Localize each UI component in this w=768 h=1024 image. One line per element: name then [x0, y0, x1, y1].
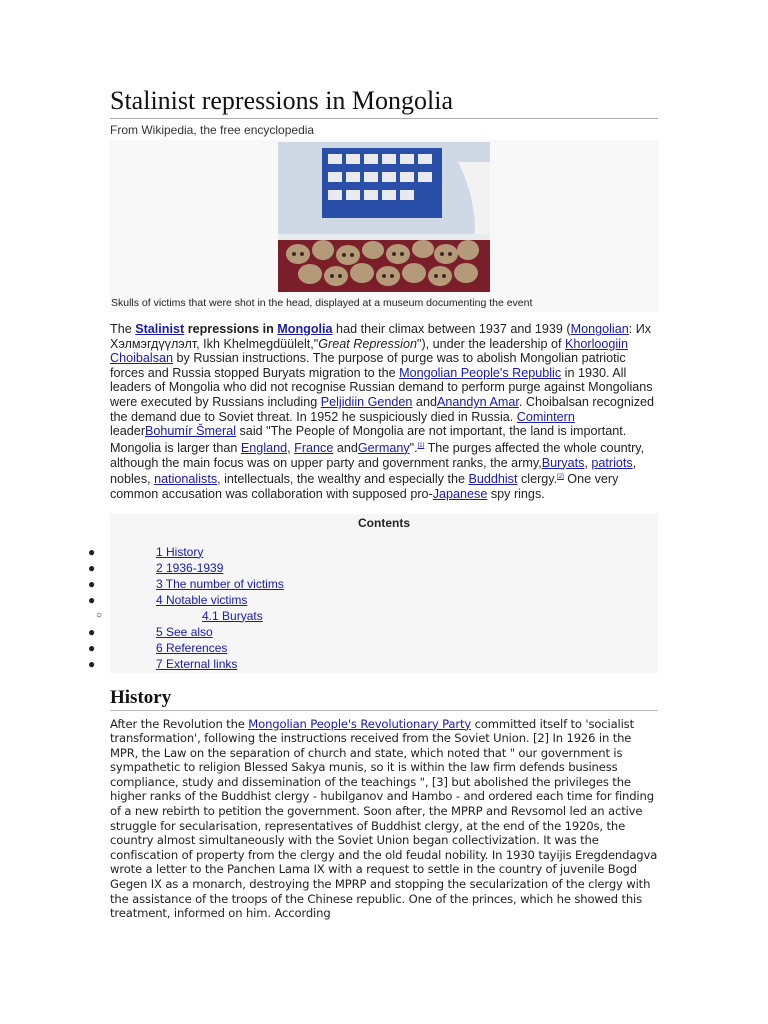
citation-2[interactable]: [2] — [557, 474, 564, 481]
toc-link-number-of-victims[interactable]: 3 The number of victims — [156, 576, 284, 591]
toc-link-buryats[interactable]: 4.1 Buryats — [202, 608, 263, 623]
bullet-icon: ● — [88, 576, 96, 591]
toc-link-external-links[interactable]: 7 External links — [156, 656, 238, 671]
link-smeral[interactable]: Bohumír Šmeral — [145, 424, 237, 439]
link-france[interactable]: France — [294, 440, 334, 455]
link-amar[interactable]: Anandyn Amar — [436, 394, 519, 409]
link-comintern[interactable]: Comintern — [516, 409, 575, 424]
link-mprp[interactable]: Mongolian People's Revolutionary Party — [248, 716, 472, 731]
circle-bullet-icon: ○ — [96, 609, 103, 621]
bullet-icon: ● — [88, 640, 96, 655]
museum-photo[interactable] — [278, 142, 490, 292]
link-choibalsan[interactable]: Khorloogiin Choibalsan — [110, 336, 628, 366]
link-nationalists[interactable]: nationalists — [154, 472, 218, 487]
link-buryats[interactable]: Buryats — [541, 455, 585, 470]
bullet-icon: ● — [88, 592, 96, 607]
page-title: Stalinist repressions in Mongolia — [110, 86, 658, 119]
link-japanese[interactable]: Japanese — [432, 486, 488, 501]
citation-1[interactable]: [1] — [417, 442, 425, 449]
thumbnail-box — [110, 140, 658, 312]
toc-link-references[interactable]: 6 References — [156, 640, 228, 655]
image-caption: Skulls of victims that were shot in the head, displayed at a museum documenting the event — [111, 297, 533, 309]
toc-link-1936-1939[interactable]: 2 1936-1939 — [156, 560, 224, 575]
link-stalinist[interactable]: Stalinist — [135, 322, 185, 336]
link-genden[interactable]: Peljidiin Genden — [320, 394, 413, 409]
table-of-contents — [88, 514, 658, 673]
bullet-icon: ● — [88, 560, 96, 575]
toc-link-notable-victims[interactable]: 4 Notable victims — [156, 592, 248, 607]
lead-paragraph: The Stalinist repressions in Mongolia had their climax between 1937 and 1939 (Mongolian: Их Хэлмэгдүүлэлт, Ikh Khelmegdüülelt,"Great Repression"), under the leadership of Khorloogiin Choibalsan by Russian instructions. The purpose of purge was to abolish Mongolian patriotic forces and Russia stopped Buryats migration to the Mongolian People's Republic in 1930. All leaders of Mongolia who did not recognise Russian demand to perform purge against Mongolians were executed by Russians including Peljidiin Genden andAnandyn Amar. Choibalsan recognized the demand due to Soviet threat. In 1952 he suspiciously died in Russia. Comintern leaderBohumír Šmeral said "The People of Mongolia are not important, the land is important. Mongolia is larger than England, France andGermany".[1] The purges affected the whole country, although the main focus was on upper party and government ranks, the army,Buryats, patriots, nobles, nationalists, intellectuals, the wealthy and especially the Buddhist clergy.[2] One very common accusation was collaboration with supposed pro-Japanese spy rings. — [110, 322, 654, 501]
bullet-icon: ● — [88, 656, 96, 671]
section-heading-history: History — [110, 687, 658, 711]
link-buddhist[interactable]: Buddhist — [468, 472, 518, 487]
museum-photo-graphic — [278, 142, 490, 292]
link-england[interactable]: England — [240, 440, 288, 455]
toc-link-see-also[interactable]: 5 See also — [156, 624, 213, 639]
link-patriots[interactable]: patriots — [591, 455, 633, 470]
toc-title: Contents — [358, 515, 410, 530]
link-mpr[interactable]: Mongolian People's Republic — [399, 365, 562, 380]
tagline: From Wikipedia, the free encyclopedia — [110, 123, 315, 137]
history-paragraph: After the Revolution the Mongolian People's Revolutionary Party committed itself to 'socialist transformation', following the instructions received from the Soviet Union. [2] In 1926 in the MPR, the Law on the separation of church and state, which noted that " our government is sympathetic to religion Blessed Sakya munis, so it is within the law firm defends business compliance, study and dissemination of the teachings ", [3] but abolished the privileges the higher ranks of the Buddhist clergy - hubilganov and Hambo - and ordered each time for finding of a new rebirth to petition the government. Soon after, the MPRP and Revsomol led an active struggle for secularisation, representatives of Buddhist clergy, at the end of the 1920s, the country almost simultaneously with the Soviet Union began collectivization. It was the confiscation of property from the clergy and the old feudal nobility. In 1930 tayijis Eregdendagva wrote a letter to the Panchen Lama IX with a request to settle in the country of juvenile Bogd Gegen IX as a monarch, destroying the MPRP and stopping the secularization of the clergy with the assistance of the troops of the Chinese republic. One of the princes, which he showed this treatment, informed on him. According — [110, 716, 658, 921]
link-mongolian[interactable]: Mongolian — [570, 322, 629, 336]
bullet-icon: ● — [88, 544, 96, 559]
link-mongolia[interactable]: Mongolia — [277, 322, 333, 336]
bullet-icon: ● — [88, 624, 96, 639]
toc-link-history[interactable]: 1 History — [156, 544, 204, 559]
link-germany[interactable]: Germany — [357, 440, 410, 455]
article — [88, 0, 658, 921]
